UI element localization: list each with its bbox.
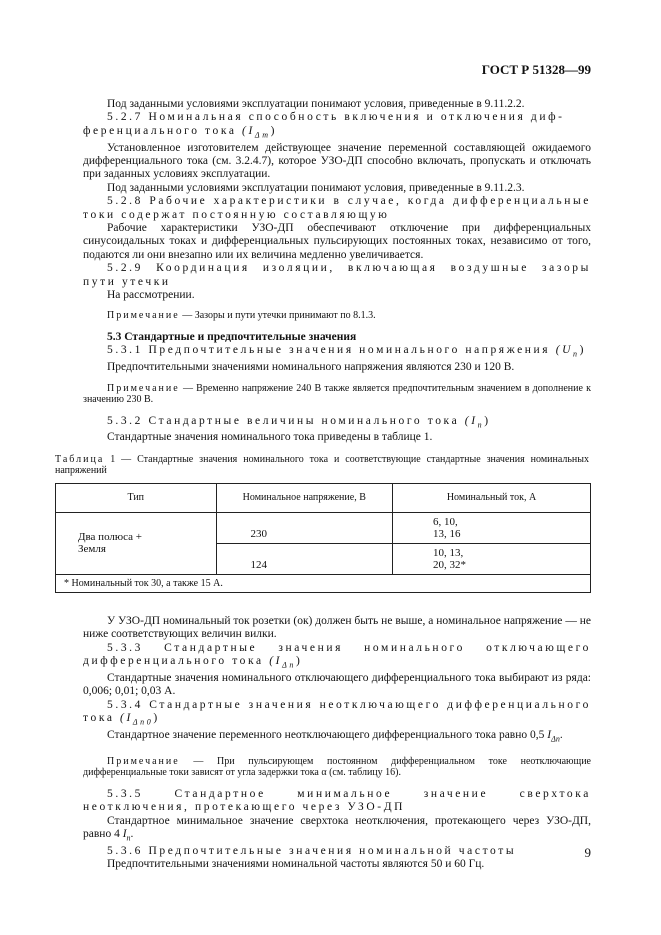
table-footnote: * Номинальный ток 30, а также 15 А.: [56, 574, 591, 592]
section-heading-5-3-5: 5.3.5 Стандартное минимальное значение сверхтока неотключения, протекающего через УЗО-ДП: [83, 787, 591, 814]
page-number: 9: [584, 845, 591, 860]
table-caption: Таблица 1 — Стандартные значения номинального тока и соответствующие стандартные значения номинальных напряжений: [55, 453, 589, 477]
paragraph: На рассмотрении.: [107, 288, 195, 301]
section-heading-5-3: 5.3 Стандартные и предпочтительные значения: [107, 330, 357, 343]
document-header: ГОСТ Р 51328—99: [481, 62, 591, 77]
section-heading-5-3-2: 5.3.2 Стандартные величины номинального тока $(I_n)$: [107, 414, 491, 429]
note: Примечание — Зазоры и пути утечки принимают по 8.1.3.: [107, 310, 376, 322]
section-heading-5-3-4: 5.3.4 Стандартные значения неотключающего дифференциального тока $(I_{\Delta n0})$: [83, 698, 591, 727]
table-header: Номинальный ток, А: [393, 483, 591, 512]
paragraph: Стандартное минимальное значение сверхтока неотключения, протекающего через УЗО-ДП, равно 4 $I_n$.: [83, 814, 591, 843]
table-cell: 10, 13, 20, 32*: [393, 543, 591, 574]
section-heading-5-3-6: 5.3.6 Предпочтительные значения номинальной частоты: [107, 844, 517, 857]
paragraph: Стандартные значения номинального отключающего дифференциального тока выбирают из ряда: 0,006; 0,01; 0,03 А.: [83, 671, 591, 698]
section-heading-5-2-7-cont: ференциального тока $(I_{\Delta m})$: [83, 124, 278, 140]
section-heading-5-2-9: 5.2.9 Координация изоляции, включающая воздушные зазоры пути утечки: [83, 262, 591, 288]
note: Примечание — Временно напряжение 240 В также является предпочтительным значением в дополнение к значению 230 В.: [83, 382, 591, 406]
table-cell: 6, 10, 13, 16: [393, 512, 591, 543]
paragraph: Предпочтительными значениями номинальной частоты являются 50 и 60 Гц.: [107, 858, 485, 871]
paragraph: Установленное изготовителем действующее значение переменной составляющей ожидаемого дифференциального тока (см. 3.2.4.7), которое УЗО-ДП способно включать, пропускать и отключать при заданных условиях эксплуатации.: [83, 141, 591, 181]
paragraph: Рабочие характеристики УЗО-ДП обеспечивают отключение при дифференциальных синусоидальных токах и дифференциальных пульсирующих постоянных токах, независимо от того, подаются ли они внезапно или их величина медленно увеличивается.: [83, 221, 591, 261]
section-heading-5-2-8: 5.2.8 Рабочие характеристики в случае, когда дифференциальные токи содержат постоянную составляющую: [83, 195, 591, 221]
note: Примечание — При пульсирующем постоянном дифференциальном токе неотключающие дифференциальные токи зависят от угла задержки тока α (см. таблицу 16).: [83, 755, 591, 779]
section-heading-5-3-3: 5.3.3 Стандартные значения номинального отключающего дифференциального тока $(I_{\Delta n})$: [83, 641, 591, 670]
current-table: [55, 483, 591, 593]
table-cell: 230: [216, 512, 393, 543]
table-header: Номинальное напряжение, В: [216, 483, 393, 512]
table-cell: 124: [216, 543, 393, 574]
table-cell-type: Два полюса + Земля: [56, 512, 217, 574]
paragraph: Стандартное значение переменного неотключающего дифференциального тока равно 0,5 $I_{\Delta n}$.: [107, 728, 563, 744]
paragraph: Предпочтительными значениями номинального напряжения являются 230 и 120 В.: [107, 361, 515, 374]
table-header: Тип: [56, 483, 217, 512]
paragraph: У УЗО-ДП номинальный ток розетки (ок) должен быть не выше, а номинальное напряжение — не ниже соответствующих величин вилки.: [83, 614, 591, 641]
document-body: [55, 98, 591, 871]
section-heading-5-3-1: 5.3.1 Предпочтительные значения номинального напряжения $(U_n)$: [107, 344, 587, 359]
section-heading-5-2-7: 5.2.7 Номинальная способность включения и отключения диф-: [107, 111, 565, 124]
paragraph: Стандартные значения номинального тока приведены в таблице 1.: [107, 431, 433, 444]
paragraph: Под заданными условиями эксплуатации понимают условия, приведенные в 9.11.2.3.: [107, 181, 525, 194]
paragraph: Под заданными условиями эксплуатации понимают условия, приведенные в 9.11.2.2.: [107, 98, 525, 110]
